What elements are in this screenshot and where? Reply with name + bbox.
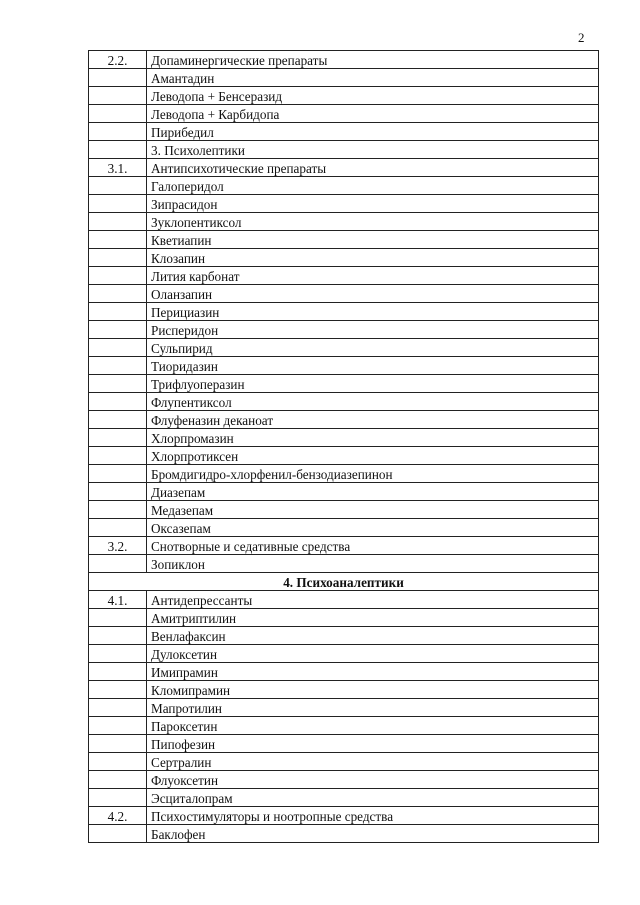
row-number xyxy=(89,123,147,141)
row-number xyxy=(89,357,147,375)
table-row xyxy=(89,105,599,123)
drug-name: Бромдигидро-хлорфенил-бензодиазепинон xyxy=(147,465,599,483)
drug-name: Зипрасидон xyxy=(147,195,599,213)
row-number: 3.2. xyxy=(89,537,147,555)
row-number xyxy=(89,771,147,789)
table-row xyxy=(89,177,599,195)
row-number xyxy=(89,447,147,465)
table-row xyxy=(89,807,599,825)
table-row xyxy=(89,735,599,753)
row-number xyxy=(89,753,147,771)
row-number xyxy=(89,681,147,699)
row-number xyxy=(89,267,147,285)
table-row xyxy=(89,231,599,249)
drug-name: Сертралин xyxy=(147,753,599,771)
table-row xyxy=(89,411,599,429)
table-row xyxy=(89,483,599,501)
row-number xyxy=(89,429,147,447)
table-row xyxy=(89,645,599,663)
table-row xyxy=(89,339,599,357)
page-number: 2 xyxy=(578,30,585,45)
row-number xyxy=(89,411,147,429)
table-row xyxy=(89,663,599,681)
drug-name: Диазепам xyxy=(147,483,599,501)
table-row xyxy=(89,591,599,609)
table-row xyxy=(89,789,599,807)
drug-name: Трифлуоперазин xyxy=(147,375,599,393)
table-row xyxy=(89,447,599,465)
drug-name: Флуфеназин деканоат xyxy=(147,411,599,429)
row-number xyxy=(89,177,147,195)
drug-name: Хлорпротиксен xyxy=(147,447,599,465)
row-number xyxy=(89,285,147,303)
row-number xyxy=(89,87,147,105)
table-row xyxy=(89,51,599,69)
row-number xyxy=(89,339,147,357)
table-row xyxy=(89,159,599,177)
row-number xyxy=(89,645,147,663)
drug-name: Лития карбонат xyxy=(147,267,599,285)
drug-name: Антипсихотические препараты xyxy=(147,159,599,177)
drug-name: Хлорпромазин xyxy=(147,429,599,447)
drug-name: Кветиапин xyxy=(147,231,599,249)
row-number xyxy=(89,213,147,231)
drug-name: Тиоридазин xyxy=(147,357,599,375)
drug-name: Баклофен xyxy=(147,825,599,843)
drug-name: Пирибедил xyxy=(147,123,599,141)
table-row xyxy=(89,771,599,789)
drug-name: Оланзапин xyxy=(147,285,599,303)
drug-name: Допаминергические препараты xyxy=(147,51,599,69)
row-number xyxy=(89,375,147,393)
table-row xyxy=(89,375,599,393)
drug-name: Леводопа + Бенсеразид xyxy=(147,87,599,105)
drug-name: Галоперидол xyxy=(147,177,599,195)
row-number xyxy=(89,735,147,753)
drug-name: Пипофезин xyxy=(147,735,599,753)
table-row xyxy=(89,717,599,735)
row-number xyxy=(89,465,147,483)
row-number: 2.2. xyxy=(89,51,147,69)
drug-name: Флупентиксол xyxy=(147,393,599,411)
table-row xyxy=(89,87,599,105)
table-row xyxy=(89,519,599,537)
table-row xyxy=(89,501,599,519)
row-number xyxy=(89,393,147,411)
row-number xyxy=(89,303,147,321)
drug-name: Пароксетин xyxy=(147,717,599,735)
row-number xyxy=(89,789,147,807)
drug-name: Леводопа + Карбидопа xyxy=(147,105,599,123)
row-number xyxy=(89,519,147,537)
drug-name: Зуклопентиксол xyxy=(147,213,599,231)
drug-list-body xyxy=(89,51,599,843)
row-number xyxy=(89,195,147,213)
drug-name: Мапротилин xyxy=(147,699,599,717)
drug-name: Перициазин xyxy=(147,303,599,321)
drug-name: Антидепрессанты xyxy=(147,591,599,609)
drug-name: Амантадин xyxy=(147,69,599,87)
table-row xyxy=(89,321,599,339)
drug-name: Зопиклон xyxy=(147,555,599,573)
drug-name: Сульпирид xyxy=(147,339,599,357)
drug-list-table xyxy=(88,50,599,843)
table-row xyxy=(89,681,599,699)
row-number xyxy=(89,483,147,501)
table-row xyxy=(89,249,599,267)
row-number xyxy=(89,663,147,681)
section-header-row xyxy=(89,573,599,591)
table-row xyxy=(89,537,599,555)
row-number xyxy=(89,555,147,573)
drug-name: Эсциталопрам xyxy=(147,789,599,807)
table-row xyxy=(89,357,599,375)
row-number: 4.2. xyxy=(89,807,147,825)
row-number xyxy=(89,69,147,87)
table-row xyxy=(89,465,599,483)
row-number xyxy=(89,609,147,627)
row-number xyxy=(89,321,147,339)
drug-name: Дулоксетин xyxy=(147,645,599,663)
table-row xyxy=(89,753,599,771)
drug-name: Флуоксетин xyxy=(147,771,599,789)
table-row xyxy=(89,69,599,87)
drug-name: 3. Психолептики xyxy=(147,141,599,159)
row-number xyxy=(89,249,147,267)
table-row xyxy=(89,555,599,573)
drug-name: Оксазепам xyxy=(147,519,599,537)
drug-name: Имипрамин xyxy=(147,663,599,681)
section-title: 4. Психоаналептики xyxy=(89,573,599,591)
table-row xyxy=(89,699,599,717)
drug-name: Клозапин xyxy=(147,249,599,267)
table-row xyxy=(89,123,599,141)
table-row xyxy=(89,627,599,645)
drug-name: Кломипрамин xyxy=(147,681,599,699)
table-row xyxy=(89,195,599,213)
row-number xyxy=(89,717,147,735)
table-row xyxy=(89,267,599,285)
drug-name: Психостимуляторы и ноотропные средства xyxy=(147,807,599,825)
drug-name: Амитриптилин xyxy=(147,609,599,627)
row-number: 3.1. xyxy=(89,159,147,177)
table-row xyxy=(89,141,599,159)
table-row xyxy=(89,213,599,231)
row-number: 4.1. xyxy=(89,591,147,609)
row-number xyxy=(89,105,147,123)
table-row xyxy=(89,393,599,411)
table-row xyxy=(89,609,599,627)
drug-name: Медазепам xyxy=(147,501,599,519)
row-number xyxy=(89,231,147,249)
drug-name: Снотворные и седативные средства xyxy=(147,537,599,555)
drug-name: Венлафаксин xyxy=(147,627,599,645)
table-row xyxy=(89,285,599,303)
row-number xyxy=(89,501,147,519)
table-row xyxy=(89,303,599,321)
row-number xyxy=(89,825,147,843)
row-number xyxy=(89,141,147,159)
row-number xyxy=(89,627,147,645)
table-row xyxy=(89,825,599,843)
drug-name: Рисперидон xyxy=(147,321,599,339)
row-number xyxy=(89,699,147,717)
table-row xyxy=(89,429,599,447)
